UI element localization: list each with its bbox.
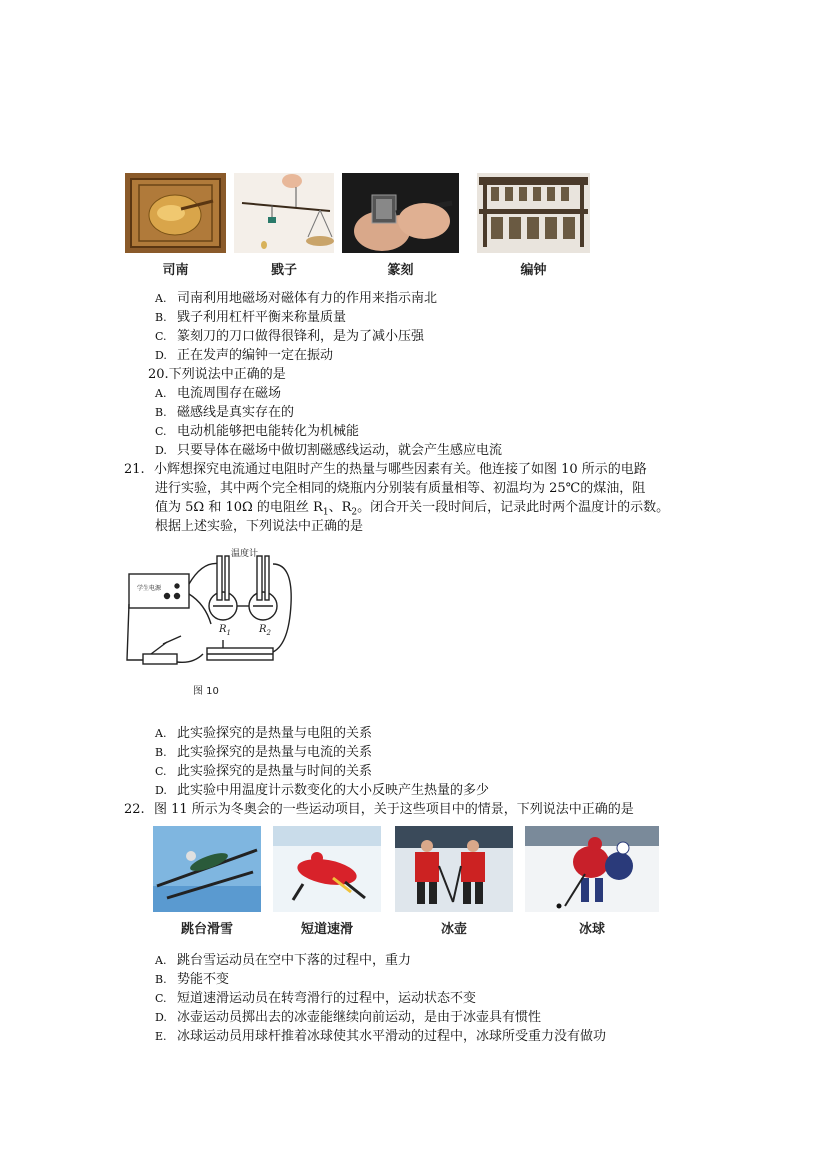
q20-option-b: B. 磁感线是真实存在的	[155, 405, 295, 420]
caption-speed-skating: 短道速滑	[300, 922, 353, 937]
q20-option-c: C. 电动机能够把电能转化为机械能	[155, 424, 360, 439]
figure-ski-jump	[153, 826, 261, 937]
curling-image-icon	[395, 826, 513, 912]
figure-curling	[395, 826, 513, 937]
r2-label: $R_2$	[259, 624, 271, 637]
q20-stem: 20.下列说法中正确的是	[148, 367, 286, 382]
q22-option-d: D. 冰壶运动员掷出去的冰壶能继续向前运动，是由于冰壶具有惯性	[155, 1010, 542, 1025]
speed-skating-image-icon	[273, 826, 381, 912]
q22-option-b: B. 势能不变	[155, 972, 230, 987]
winter-sports-figure-row	[153, 826, 659, 937]
q21-stem-line-4: 根据上述实验，下列说法中正确的是	[155, 519, 364, 534]
figure-speed-skating	[273, 826, 381, 937]
q21-stem-line-1: 21. 小辉想探究电流通过电阻时产生的热量与哪些因素有关。他连接了如图 10 所示的电路	[124, 462, 647, 477]
caption-curling: 冰壶	[440, 922, 467, 937]
q19-option-b: B. 戥子利用杠杆平衡来称量质量	[155, 310, 347, 325]
q20-option-d: D. 只要导体在磁场中做切割磁感线运动，就会产生感应电流	[155, 443, 503, 458]
r1-label: $R_1$	[219, 624, 231, 637]
q21-option-a: A. 此实验探究的是热量与电阻的关系	[155, 726, 373, 741]
q19-option-a: A. 司南利用地磁场对磁体有力的作用来指示南北	[155, 291, 438, 306]
q19-option-c: C. 篆刻刀的刀口做得很锋利，是为了减小压强	[155, 329, 425, 344]
circuit-diagram-figure-10	[123, 544, 298, 702]
zhuanke-image-icon	[342, 173, 459, 253]
caption-sinan: 司南	[162, 263, 189, 278]
q21-stem-line-3: 值为 5Ω 和 10Ω 的电阻丝 $R_1$、$R_2$。闭合开关一段时间后，记录此时两个温度计的示数。	[155, 500, 670, 518]
sinan-image-icon	[125, 173, 226, 253]
caption-zhuanke: 篆刻	[387, 263, 414, 278]
figure-sinan	[125, 173, 226, 278]
dengzi-image-icon	[234, 173, 334, 253]
figure-10-caption: 图 10	[193, 686, 219, 697]
q22-option-e: E. 冰球运动员用球杆推着冰球使其水平滑动的过程中，冰球所受重力没有做功	[155, 1029, 607, 1044]
caption-bianzhong: 编钟	[520, 263, 547, 278]
power-supply-label: 学生电源	[137, 585, 162, 592]
caption-ski-jump: 跳台滑雪	[180, 922, 233, 937]
ice-hockey-image-icon	[525, 826, 659, 912]
q19-option-d: D. 正在发声的编钟一定在振动	[155, 348, 334, 363]
thermometer-label: 温度计	[231, 549, 259, 559]
ski-jump-image-icon	[153, 826, 261, 912]
figure-bianzhong	[477, 173, 590, 278]
q21-option-d: D. 此实验中用温度计示数变化的大小反映产生热量的多少	[155, 783, 490, 798]
q20-option-a: A. 电流周围存在磁场	[155, 386, 282, 401]
caption-dengzi: 戥子	[270, 263, 297, 278]
q22-stem: 22. 图 11 所示为冬奥会的一些运动项目，关于这些项目中的情景，下列说法中正确的是	[124, 802, 634, 817]
q21-stem-line-2: 进行实验，其中两个完全相同的烧瓶内分别装有质量相等、初温均为 25℃的煤油，阻	[155, 481, 646, 496]
q21-option-c: C. 此实验探究的是热量与时间的关系	[155, 764, 373, 779]
q22-option-c: C. 短道速滑运动员在转弯滑行的过程中，运动状态不变	[155, 991, 477, 1006]
figure-ice-hockey	[525, 826, 659, 937]
figure-zhuanke	[342, 173, 459, 278]
q21-option-b: B. 此实验探究的是热量与电流的关系	[155, 745, 373, 760]
bianzhong-image-icon	[477, 173, 590, 253]
figure-dengzi	[234, 173, 334, 278]
artifact-figure-row	[125, 173, 590, 278]
q22-option-a: A. 跳台雪运动员在空中下落的过程中，重力	[155, 953, 412, 968]
caption-ice-hockey: 冰球	[578, 922, 605, 937]
